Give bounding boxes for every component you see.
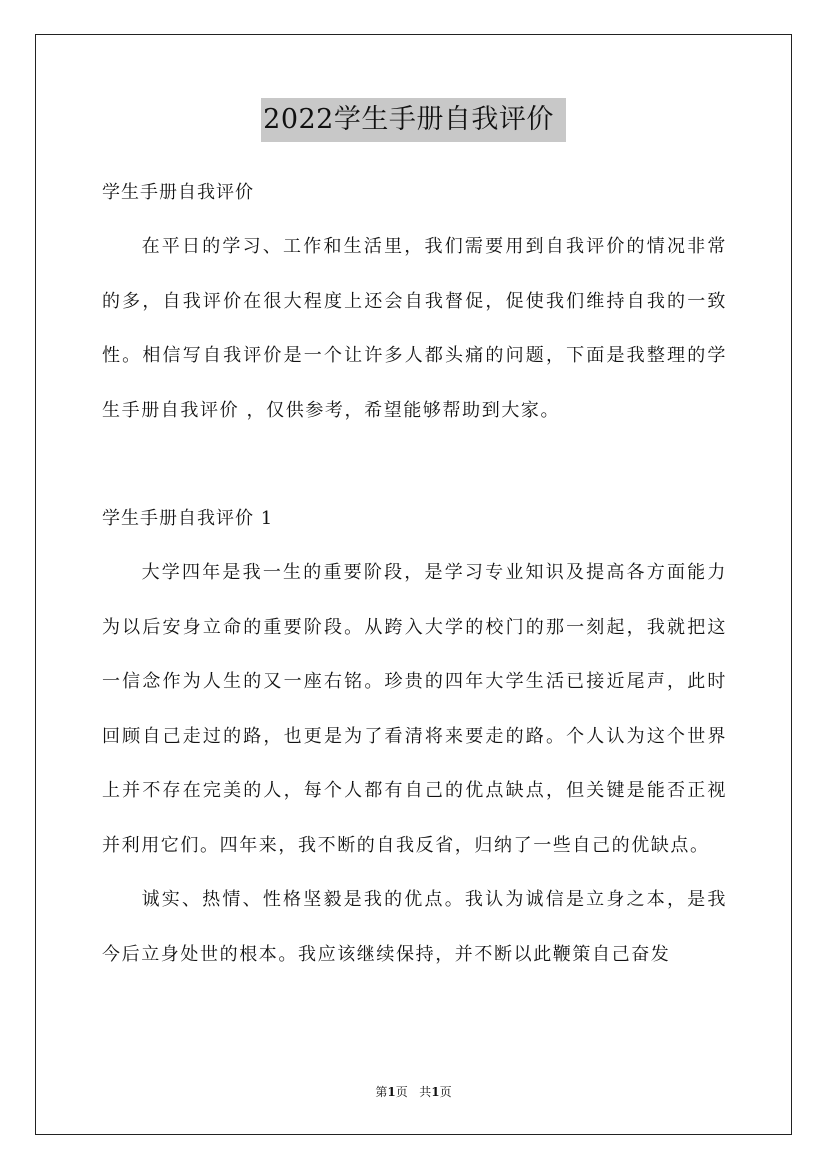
page-current-number: 1 bbox=[387, 1085, 396, 1099]
intro-paragraph: 在平日的学习、工作和生活里，我们需要用到自我评价的情况非常的多，自我评价在很大程度上还会自我督促，促使我们维持自我的一致性。相信写自我评价是一个让许多人都头痛的问题，下面是我整理的学生手册自我评价 ，仅供参考，希望能够帮助到大家。 bbox=[102, 236, 727, 421]
page-label-unit: 页 bbox=[395, 1085, 408, 1099]
page-footer bbox=[0, 1082, 827, 1102]
document-title: 2022学生手册自我评价 bbox=[261, 98, 566, 142]
title-container bbox=[0, 98, 827, 142]
page-label-prefix: 第 bbox=[375, 1085, 388, 1099]
page-total-number: 1 bbox=[431, 1085, 440, 1099]
total-label-unit: 页 bbox=[439, 1085, 452, 1099]
section1-paragraph-1: 大学四年是我一生的重要阶段，是学习专业知识及提高各方面能力为以后安身立命的重要阶段。从跨入大学的校门的那一刻起，我就把这一信念作为人生的又一座右铭。珍贵的四年大学生活已接近尾声，此时回顾自己走过的路，也更是为了看清将来要走的路。个人认为这个世界上并不存在完美的人，每个人都有自己的优点缺点，但关键是能否正视并利用它们。四年来，我不断的自我反省，归纳了一些自己的优缺点。 bbox=[102, 562, 727, 856]
intro-heading: 学生手册自我评价 bbox=[102, 182, 254, 203]
document-body bbox=[102, 166, 727, 982]
section1-heading: 学生手册自我评价 1 bbox=[102, 508, 274, 529]
total-label-prefix: 共 bbox=[419, 1085, 432, 1099]
section1-paragraph-2: 诚实、热情、性格坚毅是我的优点。我认为诚信是立身之本，是我今后立身处世的根本。我应该继续保持，并不断以此鞭策自己奋发 bbox=[102, 889, 727, 965]
